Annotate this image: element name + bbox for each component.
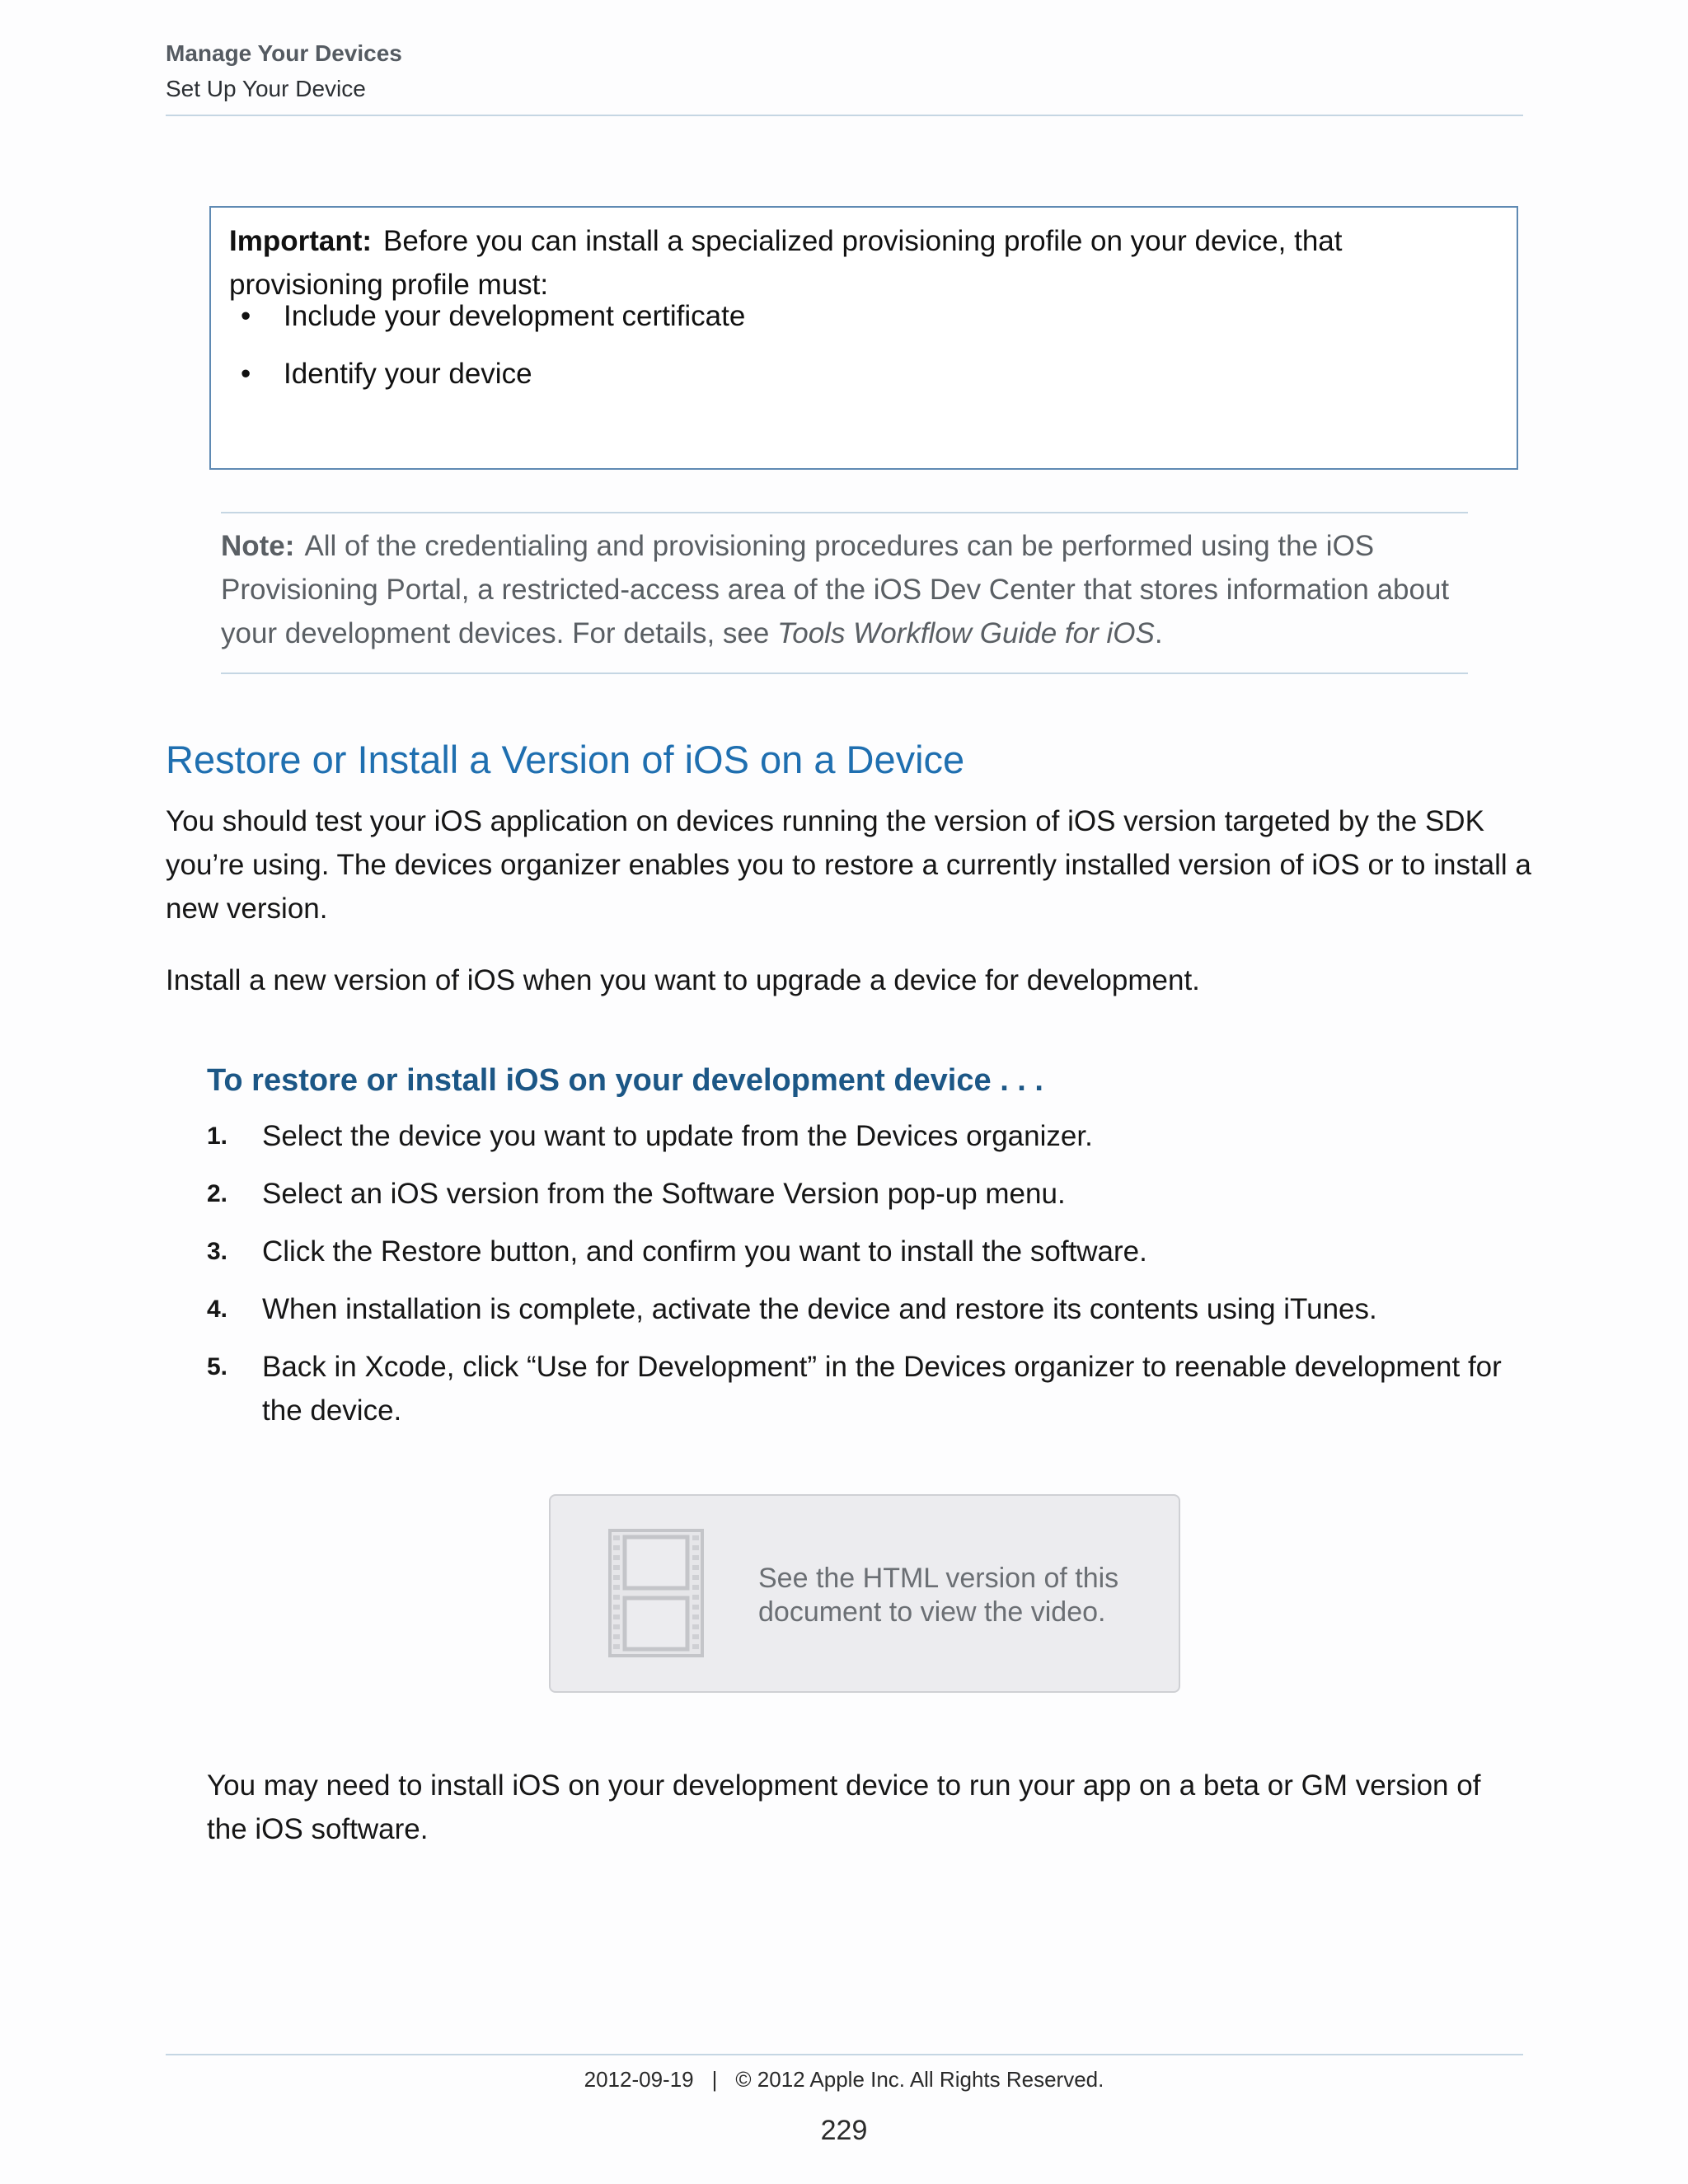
step-number: 3. (207, 1238, 228, 1265)
video-message: See the HTML version of this document to view the video. (758, 1563, 1119, 1628)
note-bottom-divider (221, 673, 1468, 674)
bullet-icon: • (241, 300, 251, 332)
note-end: . (1154, 617, 1163, 649)
step-text: Select the device you want to update from the Devices organizer. (262, 1120, 1093, 1152)
step-number: 1. (207, 1122, 228, 1150)
step-text: Select an iOS version from the Software Version pop-up menu. (262, 1178, 1066, 1210)
step-text: Back in Xcode, click “Use for Development” in the Devices organizer to reenable development for the device. (262, 1351, 1502, 1427)
footer-copyright: © 2012 Apple Inc. All Rights Reserved. (735, 2067, 1104, 2092)
step-number: 2. (207, 1180, 228, 1207)
bullet-text: Identify your device (284, 358, 532, 390)
important-text (229, 219, 1498, 307)
step-number: 4. (207, 1296, 228, 1323)
video-placeholder[interactable] (549, 1494, 1180, 1693)
important-callout (209, 206, 1518, 470)
step-number: 5. (207, 1353, 228, 1380)
header-chapter-title: Manage Your Devices (166, 40, 402, 66)
footer-divider (166, 2054, 1523, 2055)
header-section-title: Set Up Your Device (166, 76, 366, 101)
bullet-text: Include your development certificate (284, 300, 746, 332)
section-paragraph: You should test your iOS application on devices running the version of iOS version targeted by the SDK you’re using. The devices organizer enables you to restore a currently installed version of iOS or to install a new version. (166, 805, 1531, 925)
task-heading: To restore or install iOS on your development device . . . (207, 1063, 1043, 1098)
footer-date: 2012-09-19 (584, 2067, 694, 2092)
bullet-icon: • (241, 358, 251, 390)
section-paragraph: Install a new version of iOS when you want to upgrade a device for development. (166, 964, 1200, 996)
page-number: 229 (820, 2115, 868, 2146)
important-body: Before you can install a specialized provisioning profile on your device, that provisioning profile must: (229, 225, 1343, 301)
note-body: All of the credentialing and provisioning procedures can be performed using the iOS Provisioning Portal, a restricted-access area of the iOS Dev Center that stores information about your development devices. For details, see (221, 530, 1450, 649)
film-icon (608, 1529, 704, 1657)
step-text: Click the Restore button, and confirm you want to install the software. (262, 1235, 1147, 1268)
note-reference-link[interactable]: Tools Workflow Guide for iOS (777, 617, 1155, 649)
important-label: Important: (229, 225, 373, 257)
header-divider (166, 115, 1523, 116)
note-label: Note: (221, 530, 295, 562)
note-top-divider (221, 512, 1468, 513)
section-heading: Restore or Install a Version of iOS on a Device (166, 738, 965, 781)
footer-separator: | (711, 2067, 718, 2092)
footer-info (0, 2067, 1688, 2093)
note-callout (221, 524, 1490, 655)
step-text: When installation is complete, activate the device and restore its contents using iTunes. (262, 1293, 1377, 1325)
closing-paragraph: You may need to install iOS on your development device to run your app on a beta or GM version of the iOS software. (207, 1769, 1481, 1845)
